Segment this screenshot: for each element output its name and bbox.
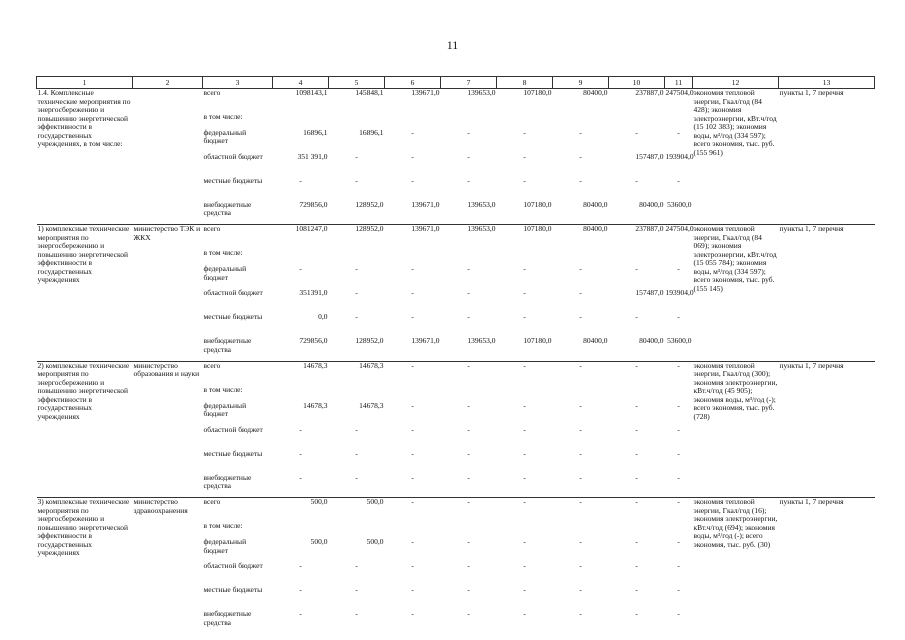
funding-value: 1081247,0: [295, 224, 328, 233]
funding-value: 128952,0: [355, 224, 384, 233]
executor-name: министерство здравоохранения: [133, 497, 188, 515]
funding-value: -: [355, 312, 358, 321]
column-number-row: [37, 77, 875, 89]
funding-value: -: [299, 424, 302, 434]
funding-value: -: [467, 175, 470, 185]
funding-value: [441, 386, 497, 402]
reference: пункты 1, 7 перечня: [779, 224, 844, 233]
funding-value: 351391,0: [299, 288, 328, 297]
funding-value: 80400,0: [583, 88, 608, 97]
funding-source: областной бюджет: [203, 561, 263, 570]
table-row: [37, 225, 875, 249]
funding-value: 729856,0: [299, 336, 328, 345]
reference: пункты 1, 7 перечня: [779, 360, 844, 370]
funding-value: -: [411, 497, 414, 506]
executor-name: [133, 89, 203, 225]
funding-value: 139653,0: [467, 336, 496, 345]
funding-value: 16896,1: [303, 127, 328, 137]
funding-value: -: [677, 175, 680, 185]
funding-source: местные бюджеты: [203, 175, 263, 185]
funding-value: -: [523, 585, 526, 594]
funding-value: -: [411, 561, 414, 570]
funding-value: -: [579, 312, 582, 321]
funding-value: -: [411, 264, 414, 273]
funding-value: -: [579, 288, 582, 297]
funding-value: 128952,0: [355, 199, 384, 209]
funding-value: -: [467, 424, 470, 434]
funding-value: -: [467, 561, 470, 570]
column-number: 11: [665, 77, 693, 89]
funding-value: 145848,1: [355, 88, 384, 97]
table-row: [37, 362, 875, 386]
column-number: 3: [203, 77, 273, 89]
funding-value: -: [355, 448, 358, 458]
funding-value: 139671,0: [411, 199, 440, 209]
measure-name: 1) комплексные технические мероприятия по энергосбережению и повышению энергетической эффективности в государственных учреждениях: [37, 224, 130, 284]
funding-value: -: [677, 360, 680, 370]
funding-value: 237887,0: [635, 88, 664, 97]
funding-value: -: [635, 448, 638, 458]
funding-value: [553, 386, 609, 402]
funding-value: -: [579, 561, 582, 570]
funding-value: 157487,0: [635, 151, 664, 161]
funding-value: [441, 522, 497, 538]
funding-source: всего: [203, 360, 221, 370]
table-row: [37, 498, 875, 522]
funding-source: всего: [203, 88, 221, 97]
funding-source: в том числе:: [203, 521, 243, 530]
funding-value: 729856,0: [299, 199, 328, 209]
funding-value: -: [411, 448, 414, 458]
page-number: 11: [446, 38, 459, 52]
funding-value: [385, 113, 441, 129]
expected-result: экономия тепловой энергии, Гкал/год (300); экономия электроэнергии, кВт.ч/год (45 905); экономия воды, м³/год (-); всего экономия, тыс. руб. (728): [693, 360, 778, 421]
funding-source: федеральный бюджет: [203, 127, 247, 145]
executor-name: министерство образования и науки: [133, 360, 200, 378]
funding-value: [665, 113, 693, 129]
funding-value: [553, 113, 609, 129]
funding-value: -: [579, 448, 582, 458]
funding-value: [273, 113, 329, 129]
funding-value: [665, 249, 693, 265]
funding-value: -: [355, 264, 358, 273]
funding-value: -: [635, 127, 638, 137]
funding-source: внебюджетные средства: [203, 609, 252, 627]
measure-name: 3) комплексные технические мероприятия по энергосбережению и повышению энергетической эффективности в государственных учреждениях: [37, 497, 130, 557]
funding-source: всего: [203, 224, 221, 233]
measure-name: 1.4. Комплексные технические мероприятия по энергосбережению и повышению энергетической эффективности в государственных учреждениях, в том числе:: [37, 88, 131, 148]
funding-value: 14678,3: [303, 360, 328, 370]
funding-value: -: [411, 537, 414, 546]
column-number: 12: [693, 77, 779, 89]
funding-value: 80400,0: [583, 224, 608, 233]
funding-value: 247504,0: [665, 88, 694, 97]
funding-value: [497, 249, 553, 265]
funding-value: -: [467, 537, 470, 546]
funding-value: -: [635, 264, 638, 273]
funding-value: -: [635, 472, 638, 482]
expected-result: экономия тепловой энергии, Гкал/год (16); экономия электроэнергии, кВт.ч/год (694); экономия воды, м³/год (-); всего экономия, тыс. руб. (30): [693, 497, 778, 549]
funding-value: [329, 522, 385, 538]
funding-value: [497, 386, 553, 402]
funding-value: -: [467, 497, 470, 506]
funding-value: -: [467, 312, 470, 321]
funding-value: -: [523, 424, 526, 434]
funding-source: всего: [203, 497, 221, 506]
funding-value: [385, 249, 441, 265]
funding-value: -: [467, 609, 470, 618]
funding-value: -: [677, 472, 680, 482]
funding-value: -: [579, 609, 582, 618]
table-body: [37, 89, 875, 635]
funding-value: 500,0: [310, 537, 328, 546]
column-number: 2: [133, 77, 203, 89]
funding-value: -: [523, 360, 526, 370]
funding-value: -: [467, 288, 470, 297]
funding-value: [609, 249, 665, 265]
funding-value: -: [299, 175, 302, 185]
funding-value: [441, 249, 497, 265]
funding-value: -: [355, 585, 358, 594]
funding-value: -: [355, 175, 358, 185]
funding-value: -: [579, 424, 582, 434]
funding-value: [329, 249, 385, 265]
funding-value: 53600,0: [667, 336, 692, 345]
funding-value: 247504,0: [665, 224, 694, 233]
funding-value: -: [411, 424, 414, 434]
funding-value: -: [355, 424, 358, 434]
funding-value: 80400,0: [639, 199, 664, 209]
funding-value: -: [467, 151, 470, 161]
funding-value: 500,0: [366, 537, 384, 546]
funding-value: -: [467, 472, 470, 482]
funding-value: 107180,0: [523, 336, 552, 345]
funding-value: 139671,0: [411, 224, 440, 233]
funding-source: областной бюджет: [203, 424, 263, 434]
funding-value: -: [523, 400, 526, 410]
column-number: 6: [385, 77, 441, 89]
funding-value: -: [467, 264, 470, 273]
expected-result: экономия тепловой энергии, Гкал/год (84 069); экономия электроэнергии, кВт.ч/год (15 055 784); экономия воды, м³/год (334 597); всего экономия, тыс. руб. (155 145): [693, 224, 777, 293]
funding-value: -: [635, 497, 638, 506]
funding-value: 14678,3: [359, 360, 384, 370]
funding-value: 139653,0: [467, 199, 496, 209]
funding-value: -: [355, 609, 358, 618]
funding-value: -: [579, 127, 582, 137]
funding-value: -: [411, 151, 414, 161]
funding-value: -: [299, 585, 302, 594]
funding-value: -: [523, 472, 526, 482]
funding-value: -: [635, 424, 638, 434]
funding-value: [329, 113, 385, 129]
funding-value: -: [467, 448, 470, 458]
column-number: 1: [37, 77, 133, 89]
funding-value: -: [299, 472, 302, 482]
funding-value: -: [579, 175, 582, 185]
funding-source: областной бюджет: [203, 288, 263, 297]
funding-value: -: [579, 151, 582, 161]
funding-value: 14678,3: [303, 400, 328, 410]
column-number: 13: [779, 77, 875, 89]
funding-value: 193904,0: [665, 288, 694, 297]
funding-value: 193904,0: [665, 151, 694, 161]
funding-value: -: [411, 609, 414, 618]
funding-source: областной бюджет: [203, 151, 263, 161]
funding-source: внебюджетные средства: [203, 199, 252, 217]
funding-value: 500,0: [310, 497, 328, 506]
funding-source: местные бюджеты: [203, 585, 263, 594]
funding-value: 237887,0: [635, 224, 664, 233]
funding-source: в том числе:: [203, 248, 243, 257]
funding-value: -: [411, 360, 414, 370]
funding-value: -: [579, 537, 582, 546]
funding-value: 107180,0: [523, 199, 552, 209]
funding-source: в том числе:: [203, 111, 243, 121]
funding-value: 139671,0: [411, 336, 440, 345]
funding-value: -: [677, 497, 680, 506]
funding-value: -: [411, 288, 414, 297]
funding-value: [385, 386, 441, 402]
funding-value: [497, 522, 553, 538]
funding-value: -: [467, 585, 470, 594]
funding-value: -: [523, 127, 526, 137]
funding-value: -: [411, 472, 414, 482]
funding-value: -: [677, 537, 680, 546]
funding-value: -: [523, 561, 526, 570]
funding-value: [273, 386, 329, 402]
funding-value: [273, 522, 329, 538]
funding-value: -: [523, 264, 526, 273]
funding-value: 0,0: [318, 312, 328, 321]
funding-value: -: [299, 448, 302, 458]
funding-value: -: [635, 312, 638, 321]
funding-value: -: [355, 151, 358, 161]
funding-value: 139653,0: [467, 224, 496, 233]
funding-value: -: [677, 424, 680, 434]
funding-value: -: [635, 585, 638, 594]
funding-value: -: [635, 609, 638, 618]
reference: пункты 1, 7 перечня: [779, 497, 844, 506]
measure-name: 2) комплексные технические мероприятия по энергосбережению и повышению энергетической эффективности в государственных учреждениях: [37, 360, 130, 421]
funding-value: -: [579, 585, 582, 594]
funding-value: -: [411, 400, 414, 410]
funding-value: [553, 249, 609, 265]
funding-value: -: [677, 127, 680, 137]
funding-value: -: [355, 288, 358, 297]
funding-value: -: [355, 472, 358, 482]
funding-source: внебюджетные средства: [203, 336, 252, 354]
funding-value: -: [355, 561, 358, 570]
funding-value: [441, 113, 497, 129]
funding-value: [609, 522, 665, 538]
funding-value: -: [579, 497, 582, 506]
funding-table: [36, 76, 875, 634]
funding-value: -: [523, 537, 526, 546]
funding-value: -: [677, 609, 680, 618]
funding-value: -: [579, 264, 582, 273]
funding-value: -: [677, 561, 680, 570]
table-row: [37, 89, 875, 113]
funding-value: 80400,0: [639, 336, 664, 345]
funding-value: -: [523, 609, 526, 618]
funding-value: -: [299, 561, 302, 570]
executor-name: министерство ТЭК и ЖКХ: [133, 224, 201, 242]
funding-value: [609, 113, 665, 129]
column-number: 4: [273, 77, 329, 89]
funding-value: -: [677, 264, 680, 273]
funding-value: 139653,0: [467, 88, 496, 97]
funding-value: 157487,0: [635, 288, 664, 297]
funding-value: 53600,0: [667, 199, 692, 209]
funding-value: [553, 522, 609, 538]
funding-value: -: [523, 448, 526, 458]
funding-value: -: [579, 400, 582, 410]
funding-value: -: [523, 175, 526, 185]
funding-value: -: [635, 360, 638, 370]
funding-value: -: [635, 175, 638, 185]
funding-source: федеральный бюджет: [203, 400, 247, 418]
funding-value: 80400,0: [583, 336, 608, 345]
funding-value: 80400,0: [583, 199, 608, 209]
funding-value: -: [579, 360, 582, 370]
funding-value: 351 391,0: [297, 151, 328, 161]
funding-value: -: [411, 585, 414, 594]
funding-value: -: [677, 448, 680, 458]
funding-value: -: [523, 288, 526, 297]
funding-value: -: [467, 400, 470, 410]
funding-value: -: [579, 472, 582, 482]
expected-result: экономия тепловой энергии, Гкал/год (84 428); экономия электроэнергии, кВт.ч/год (15 102 383); экономия воды, м³/год (334 597); всего экономия, тыс. руб. (155 961): [693, 88, 777, 157]
funding-value: -: [411, 127, 414, 137]
funding-value: -: [523, 497, 526, 506]
funding-value: 128952,0: [355, 336, 384, 345]
funding-source: федеральный бюджет: [203, 537, 247, 555]
funding-value: 1098143,1: [295, 88, 328, 97]
funding-value: 107180,0: [523, 224, 552, 233]
column-number: 10: [609, 77, 665, 89]
column-number: 8: [497, 77, 553, 89]
funding-source: местные бюджеты: [203, 448, 263, 458]
funding-value: [609, 386, 665, 402]
funding-value: -: [299, 609, 302, 618]
funding-value: -: [411, 175, 414, 185]
column-number: 9: [553, 77, 609, 89]
funding-source: внебюджетные средства: [203, 472, 252, 490]
funding-value: [273, 249, 329, 265]
funding-source: местные бюджеты: [203, 312, 263, 321]
funding-value: 139671,0: [411, 88, 440, 97]
reference: пункты 1, 7 перечня: [779, 88, 844, 97]
funding-value: -: [635, 400, 638, 410]
funding-value: [665, 386, 693, 402]
column-number: 7: [441, 77, 497, 89]
funding-value: -: [635, 561, 638, 570]
funding-value: -: [467, 127, 470, 137]
funding-value: -: [411, 312, 414, 321]
funding-value: -: [635, 537, 638, 546]
funding-value: -: [677, 585, 680, 594]
funding-value: -: [523, 151, 526, 161]
funding-value: [665, 522, 693, 538]
column-number: 5: [329, 77, 385, 89]
funding-value: -: [299, 264, 302, 273]
funding-value: [497, 113, 553, 129]
funding-value: 16896,1: [359, 127, 384, 137]
funding-value: -: [677, 400, 680, 410]
funding-value: 107180,0: [523, 88, 552, 97]
funding-value: -: [523, 312, 526, 321]
funding-value: -: [467, 360, 470, 370]
funding-source: в том числе:: [203, 384, 243, 394]
funding-value: 14678,3: [359, 400, 384, 410]
funding-value: [385, 522, 441, 538]
funding-source: федеральный бюджет: [203, 264, 247, 282]
funding-value: -: [677, 312, 680, 321]
funding-value: [329, 386, 385, 402]
funding-value: 500,0: [366, 497, 384, 506]
